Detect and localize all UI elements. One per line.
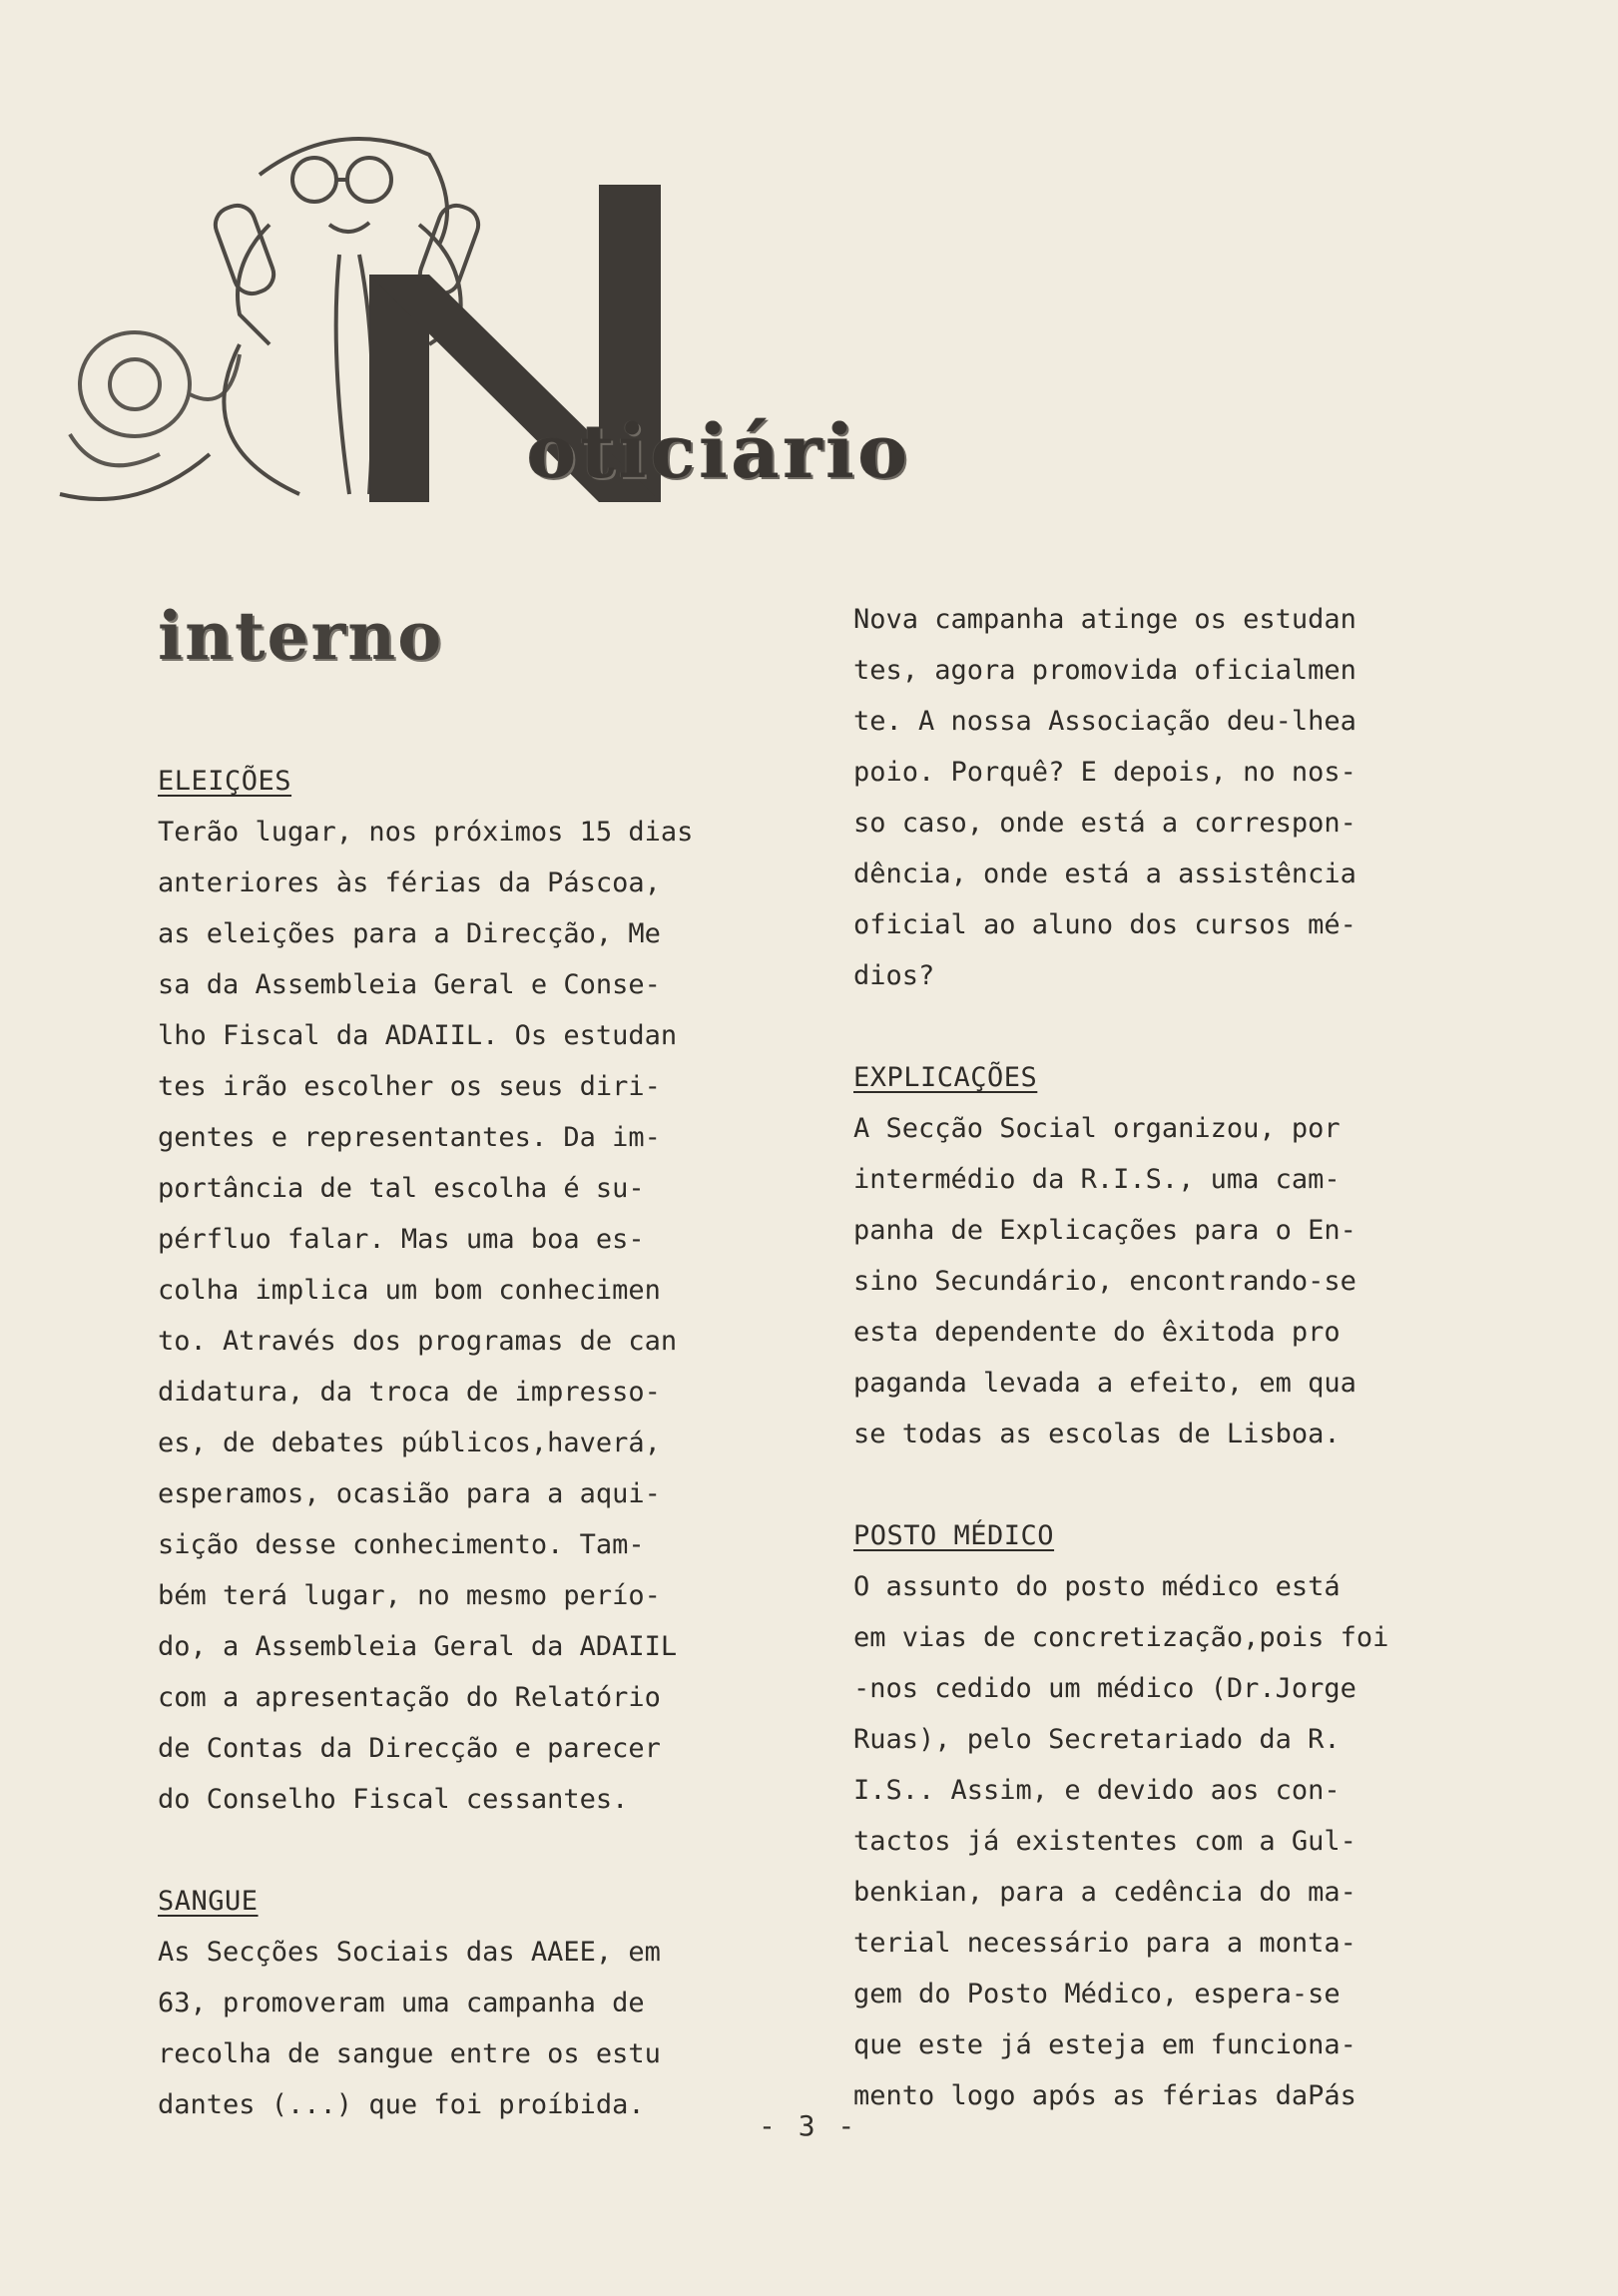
text-line: bém terá lugar, no mesmo perío- xyxy=(158,1580,661,1611)
text-line: em vias de concretização,pois foi xyxy=(853,1622,1389,1653)
heading-posto-medico: POSTO MÉDICO xyxy=(853,1520,1055,1551)
article-sangue xyxy=(158,1927,811,2130)
text-line: terial necessário para a monta- xyxy=(853,1928,1356,1959)
article-explicacoes xyxy=(853,1103,1512,1459)
text-line: esta dependente do êxitoda pro xyxy=(853,1317,1341,1348)
text-line: benkian, para a cedência do ma- xyxy=(853,1877,1356,1908)
telephone-icon xyxy=(70,332,240,465)
spacer xyxy=(853,1001,1512,1052)
text-line: tes, agora promovida oficialmen xyxy=(853,655,1356,686)
spacer xyxy=(853,1459,1512,1510)
text-line: sição desse conhecimento. Tam- xyxy=(158,1529,645,1560)
text-line: to. Através dos programas de can xyxy=(158,1326,678,1357)
text-line: mento logo após as férias daPás xyxy=(853,2080,1356,2111)
text-line: I.S.. Assim, e devido aos con- xyxy=(853,1775,1341,1806)
text-line: panha de Explicações para o En- xyxy=(853,1215,1356,1246)
left-column xyxy=(158,756,811,2130)
text-line: 63, promoveram uma campanha de xyxy=(158,1988,645,2018)
text-line: dios? xyxy=(853,960,935,991)
text-line: paganda levada a efeito, em qua xyxy=(853,1368,1356,1399)
text-line: so caso, onde está a correspon- xyxy=(853,808,1356,839)
section-title: interno xyxy=(158,597,444,675)
text-line: de Contas da Direcção e parecer xyxy=(158,1733,661,1764)
text-line: sa da Assembleia Geral e Conse- xyxy=(158,969,661,1000)
text-line: esperamos, ocasião para a aqui- xyxy=(158,1478,661,1509)
text-line: dência, onde está a assistência xyxy=(853,859,1356,889)
text-line: do, a Assembleia Geral da ADAIIL xyxy=(158,1631,678,1662)
heading-eleicoes: ELEIÇÕES xyxy=(158,766,292,797)
text-line: A Secção Social organizou, por xyxy=(853,1113,1341,1144)
article-eleicoes xyxy=(158,807,811,1825)
text-line: tactos já existentes com a Gul- xyxy=(853,1826,1356,1857)
text-line: portância de tal escolha é su- xyxy=(158,1173,645,1204)
page-number: - 3 - xyxy=(759,2109,858,2142)
text-line: poio. Porquê? E depois, no nos- xyxy=(853,757,1356,788)
text-line: te. A nossa Associação deu-lhea xyxy=(853,706,1356,737)
heading-sangue: SANGUE xyxy=(158,1886,259,1917)
heading-explicacoes: EXPLICAÇÕES xyxy=(853,1062,1038,1093)
right-column xyxy=(853,594,1512,2121)
text-line: intermédio da R.I.S., uma cam- xyxy=(853,1164,1341,1195)
text-line: O assunto do posto médico está xyxy=(853,1571,1341,1602)
text-line: sino Secundário, encontrando-se xyxy=(853,1266,1356,1297)
text-line: As Secções Sociais das AAEE, em xyxy=(158,1937,661,1968)
text-line: -nos cedido um médico (Dr.Jorge xyxy=(853,1673,1356,1704)
text-line: didatura, da troca de impresso- xyxy=(158,1377,661,1408)
text-line: pérfluo falar. Mas uma boa es- xyxy=(158,1224,645,1255)
text-line: gem do Posto Médico, espera-se xyxy=(853,1979,1341,2009)
text-line: oficial ao aluno dos cursos mé- xyxy=(853,909,1356,940)
text-line: Terão lugar, nos próximos 15 dias xyxy=(158,817,694,848)
text-line: es, de debates públicos,haverá, xyxy=(158,1428,661,1458)
article-sangue-continued xyxy=(853,594,1512,1001)
text-line: anteriores às férias da Páscoa, xyxy=(158,867,661,898)
text-line: dantes (...) que foi proíbida. xyxy=(158,2089,645,2120)
text-line: Ruas), pelo Secretariado da R. xyxy=(853,1724,1341,1755)
text-line: colha implica um bom conhecimen xyxy=(158,1275,661,1306)
text-line: com a apresentação do Relatório xyxy=(158,1682,661,1713)
text-line: tes irão escolher os seus diri- xyxy=(158,1071,661,1102)
text-line: que este já esteja em funciona- xyxy=(853,2029,1356,2060)
spacer xyxy=(158,1825,811,1876)
text-line: se todas as escolas de Lisboa. xyxy=(853,1419,1341,1449)
article-posto-medico xyxy=(853,1561,1512,2121)
text-line: Nova campanha atinge os estudan xyxy=(853,604,1356,635)
text-line: recolha de sangue entre os estu xyxy=(158,2038,661,2069)
text-line: gentes e representantes. Da im- xyxy=(158,1122,661,1153)
text-line: as eleições para a Direcção, Me xyxy=(158,918,661,949)
text-line: do Conselho Fiscal cessantes. xyxy=(158,1784,629,1815)
text-line: lho Fiscal da ADAIIL. Os estudan xyxy=(158,1020,678,1051)
masthead-title: oticiário xyxy=(527,409,912,495)
